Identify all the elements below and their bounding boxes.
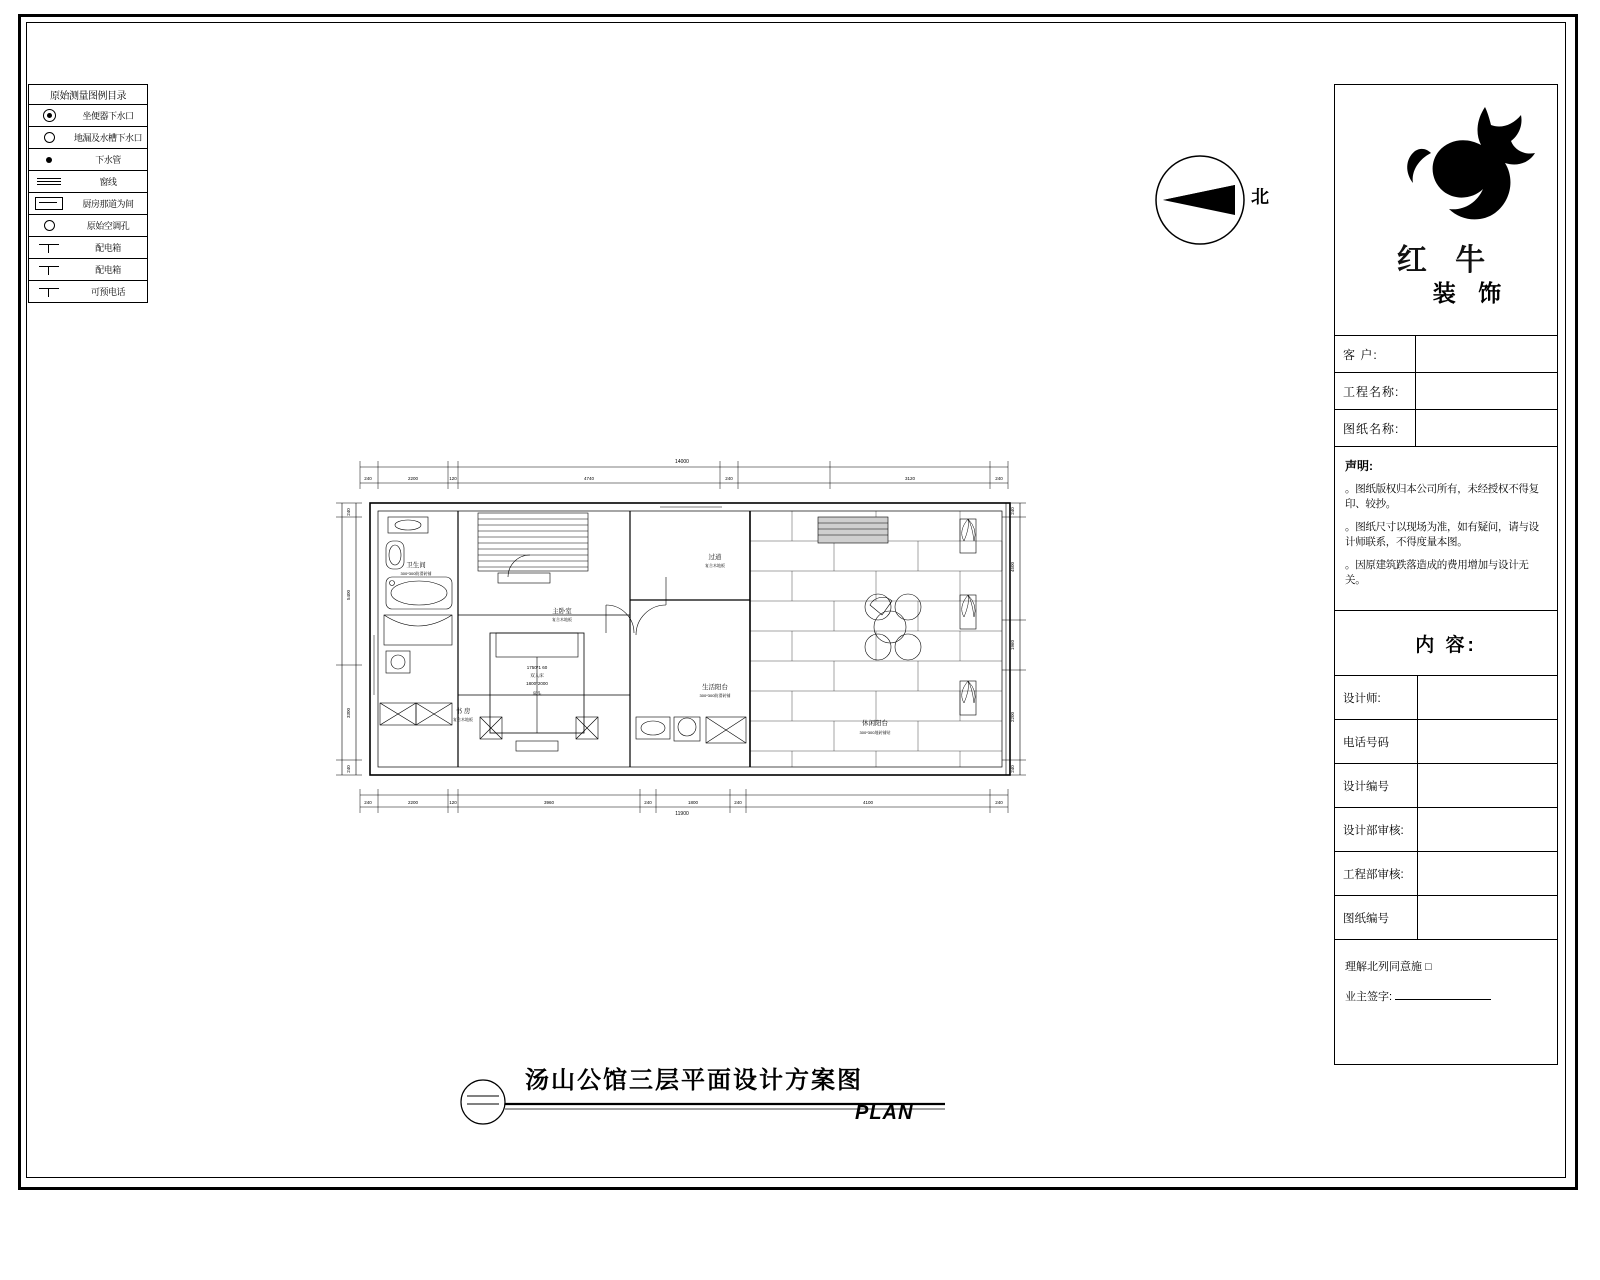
svg-text:11900: 11900 [675, 811, 689, 815]
drain-pipe-icon [29, 157, 69, 163]
svg-text:240: 240 [1010, 765, 1015, 773]
company-logo [1335, 85, 1557, 336]
project-name-value[interactable] [1415, 373, 1557, 409]
legend-item-label: 配电箱 [95, 265, 121, 275]
design-review-value[interactable] [1417, 808, 1557, 851]
logo-text-bottom: 装 饰 [1432, 280, 1510, 306]
legend-item-label: 可预电话 [90, 287, 125, 297]
legend-item [29, 215, 147, 237]
legend-item-label: 厨房那道为间 [82, 199, 134, 209]
statement-line: 。因原建筑跌落造成的费用增加与设计无关。 [1345, 559, 1529, 586]
room-sublabel: 复合木地板 [552, 617, 572, 622]
toilet-drain-icon [29, 109, 69, 122]
room-label: 主卧室 [552, 608, 572, 615]
drawing-name-value[interactable] [1415, 410, 1557, 446]
plan-title-cn: 汤山公馆三层平面设计方案图 [525, 1067, 863, 1094]
legend-item [29, 193, 147, 215]
legend-item-label: 原始空调孔 [86, 221, 130, 231]
legend-item [29, 281, 147, 302]
plan-title-en: PLAN [855, 1102, 914, 1124]
signature-label: 业主签字: [1345, 991, 1393, 1003]
svg-text:240: 240 [644, 800, 652, 805]
svg-text:240: 240 [725, 476, 733, 481]
legend-item-label: 配电箱 [95, 243, 121, 253]
legend-item-label: 地漏及水槽下水口 [73, 133, 142, 143]
design-review-label: 设计部审核: [1343, 824, 1404, 837]
signature-field[interactable] [1395, 987, 1491, 1000]
legend-item [29, 127, 147, 149]
engineering-review-value[interactable] [1417, 852, 1557, 895]
svg-text:4740: 4740 [583, 476, 595, 481]
phone-row [1335, 720, 1557, 764]
room-label: 过道 [708, 554, 722, 561]
telephone-icon [29, 286, 69, 298]
svg-text:1960: 1960 [1010, 639, 1015, 651]
distribution-box-icon [29, 242, 69, 254]
room-sublabel: 复合木地板 [705, 563, 725, 568]
svg-text:240: 240 [995, 800, 1003, 805]
room-sublabel: 300*300地砖铺贴 [859, 730, 891, 735]
approval-line: 理解北列同意施 □ [1345, 961, 1432, 973]
svg-text:1800: 1800 [687, 800, 699, 805]
drawing-name-label: 图纸名称: [1343, 421, 1400, 436]
client-row [1335, 336, 1557, 373]
bed-note-line: 双人床 [530, 673, 544, 678]
svg-text:5400: 5400 [346, 589, 351, 601]
design-number-label: 设计编号 [1343, 780, 1389, 793]
svg-text:3960: 3960 [543, 800, 555, 805]
room-label: 休闲阳台 [862, 720, 888, 727]
svg-text:14000: 14000 [675, 459, 689, 465]
room-sublabel: 300*300防滑砖铺 [400, 571, 432, 576]
svg-text:3120: 3120 [904, 476, 916, 481]
statement-line: 。图纸尺寸以现场为准，如有疑问，请与设计师联系，不得度量本图。 [1345, 521, 1539, 548]
svg-text:240: 240 [1010, 507, 1015, 515]
bed-note-line: 床头 [532, 691, 542, 696]
client-label: 客 户: [1343, 347, 1378, 362]
designer-value[interactable] [1417, 676, 1557, 719]
design-number-value[interactable] [1417, 764, 1557, 807]
room-label: 书 房 [455, 708, 471, 715]
kitchen-duct-icon [29, 197, 69, 210]
svg-text:240: 240 [346, 765, 351, 773]
engineering-review-label: 工程部审核: [1343, 868, 1404, 881]
legend-title: 原始测量图例目录 [29, 85, 147, 105]
drawing-number-value[interactable] [1417, 896, 1557, 939]
legend-item [29, 171, 147, 193]
north-label: 北 [1251, 187, 1269, 207]
svg-text:2200: 2200 [1010, 711, 1015, 723]
legend-panel [28, 84, 148, 303]
drawing-name-row [1335, 410, 1557, 447]
engineering-review-row [1335, 852, 1557, 896]
room-sublabel: 复合木地板 [453, 717, 473, 722]
legend-item-label: 下水管 [95, 155, 121, 165]
window-line-icon [29, 176, 69, 187]
signature-block [1335, 940, 1557, 1064]
svg-text:240: 240 [346, 508, 351, 516]
svg-text:240: 240 [734, 800, 742, 805]
design-number-row [1335, 764, 1557, 808]
phone-value[interactable] [1417, 720, 1557, 763]
legend-item-label: 坐便器下水口 [82, 111, 134, 121]
svg-text:240: 240 [995, 476, 1003, 481]
legend-item [29, 259, 147, 281]
statement-line: 。图纸版权归本公司所有，未经授权不得复印、较抄。 [1345, 483, 1539, 510]
legend-item [29, 149, 147, 171]
svg-text:240: 240 [364, 800, 372, 805]
legend-item-label: 窗线 [99, 177, 117, 187]
designer-label: 设计师: [1343, 692, 1381, 705]
statement-heading: 声明: [1345, 459, 1373, 473]
statement-block [1335, 447, 1557, 611]
phone-label: 电话号码 [1343, 736, 1389, 749]
design-review-row [1335, 808, 1557, 852]
project-name-label: 工程名称: [1343, 384, 1400, 399]
room-sublabel: 300*300防滑砖铺 [699, 693, 731, 698]
svg-text:4500: 4500 [1010, 561, 1015, 573]
floor-plan-drawing [330, 455, 1030, 815]
legend-item [29, 237, 147, 259]
content-label: 内 容: [1415, 634, 1477, 656]
svg-text:240: 240 [364, 476, 372, 481]
floor-drain-icon [29, 132, 69, 143]
svg-text:120: 120 [449, 476, 457, 481]
logo-text-top: 红 牛 [1396, 244, 1496, 277]
title-block [1334, 84, 1558, 1065]
plan-title-group [455, 1060, 955, 1140]
svg-text:120: 120 [449, 800, 457, 805]
bed-note-line: 1800*2000 [526, 681, 548, 686]
content-header [1335, 611, 1557, 676]
legend-item [29, 105, 147, 127]
north-arrow-icon [1155, 155, 1245, 245]
distribution-box-icon-2 [29, 264, 69, 276]
bed-note-line: 1750*1 60 [526, 665, 548, 670]
svg-text:2200: 2200 [407, 476, 419, 481]
svg-text:3300: 3300 [346, 707, 351, 719]
ac-hole-icon [29, 220, 69, 231]
room-label: 卫生间 [406, 562, 426, 569]
designer-row [1335, 676, 1557, 720]
svg-text:4100: 4100 [862, 800, 874, 805]
svg-text:2200: 2200 [407, 800, 419, 805]
drawing-number-label: 图纸编号 [1343, 912, 1389, 925]
project-name-row [1335, 373, 1557, 410]
room-label: 生活阳台 [702, 684, 728, 691]
client-value[interactable] [1415, 336, 1557, 372]
drawing-number-row [1335, 896, 1557, 940]
